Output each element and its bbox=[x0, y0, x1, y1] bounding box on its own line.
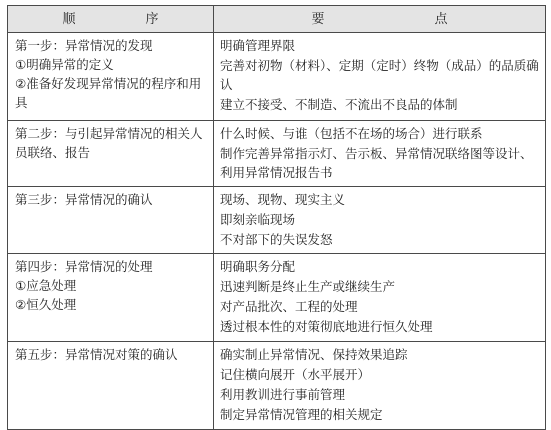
step-cell bbox=[8, 342, 214, 430]
step-title: 第一步：异常情况的发现 bbox=[15, 38, 153, 53]
key-point: 制作完善异常指示灯、告示板、异常情况联络图等设计、利用异常情况报告书 bbox=[220, 146, 533, 180]
key-point: 迅速判断是终止生产或继续生产 bbox=[220, 279, 396, 294]
key-point: 明确职务分配 bbox=[220, 259, 296, 274]
header-key-points bbox=[214, 6, 546, 33]
table-row bbox=[8, 33, 546, 121]
key-point: 确实制止异常情况、保持效果追踪 bbox=[220, 347, 408, 362]
table-row bbox=[8, 342, 546, 430]
table-row bbox=[8, 187, 546, 254]
step-cell bbox=[8, 33, 214, 121]
step-title: 第二步：与引起异常情况的相关人员联络、报告 bbox=[15, 126, 203, 160]
header-sequence-char2: 序 bbox=[145, 11, 159, 27]
header-sequence bbox=[8, 6, 214, 33]
step-subitem: ②恒久处理 bbox=[15, 297, 77, 312]
key-point: 即刻亲临现场 bbox=[220, 212, 296, 227]
step-cell bbox=[8, 254, 214, 342]
key-point: 建立不接受、不制造、不流出不良品的体制 bbox=[220, 97, 458, 112]
header-keypoints-char1: 要 bbox=[311, 11, 325, 27]
procedure-table bbox=[7, 5, 546, 430]
table-row bbox=[8, 121, 546, 187]
key-points-cell bbox=[214, 342, 546, 430]
key-point: 不对部下的失误发怒 bbox=[220, 232, 333, 247]
table-row bbox=[8, 254, 546, 342]
key-point: 现场、现物、现实主义 bbox=[220, 192, 346, 207]
key-points-cell bbox=[214, 187, 546, 254]
key-point: 什么时候、与谁（包括不在场的场合）进行联系 bbox=[220, 126, 483, 141]
step-subitem: ①明确异常的定义 bbox=[15, 57, 114, 72]
step-subitem: ①应急处理 bbox=[15, 278, 77, 293]
step-cell bbox=[8, 121, 214, 187]
key-point: 记住横向展开（水平展开） bbox=[220, 367, 371, 382]
header-keypoints-char2: 点 bbox=[434, 11, 448, 27]
key-point: 制定异常情况管理的相关规定 bbox=[220, 407, 383, 422]
step-subitem: ②准备好发现异常情况的程序和用具 bbox=[15, 76, 202, 110]
step-title: 第五步：异常情况对策的确认 bbox=[15, 347, 178, 362]
key-points-cell bbox=[214, 33, 546, 121]
key-points-cell bbox=[214, 121, 546, 187]
key-point: 完善对初物（材料）、定期（定时）终物（成品）的品质确认 bbox=[220, 58, 539, 92]
key-points-cell bbox=[214, 254, 546, 342]
key-point: 对产品批次、工程的处理 bbox=[220, 299, 358, 314]
table-header-row bbox=[8, 6, 546, 33]
key-point: 明确管理界限 bbox=[220, 38, 296, 53]
key-point: 利用教训进行事前管理 bbox=[220, 387, 346, 402]
header-sequence-char1: 顺 bbox=[62, 11, 76, 27]
step-title: 第三步：异常情况的确认 bbox=[15, 192, 153, 207]
key-point: 透过根本性的对策彻底地进行恒久处理 bbox=[220, 319, 433, 334]
step-cell bbox=[8, 187, 214, 254]
step-title: 第四步：异常情况的处理 bbox=[15, 259, 153, 274]
